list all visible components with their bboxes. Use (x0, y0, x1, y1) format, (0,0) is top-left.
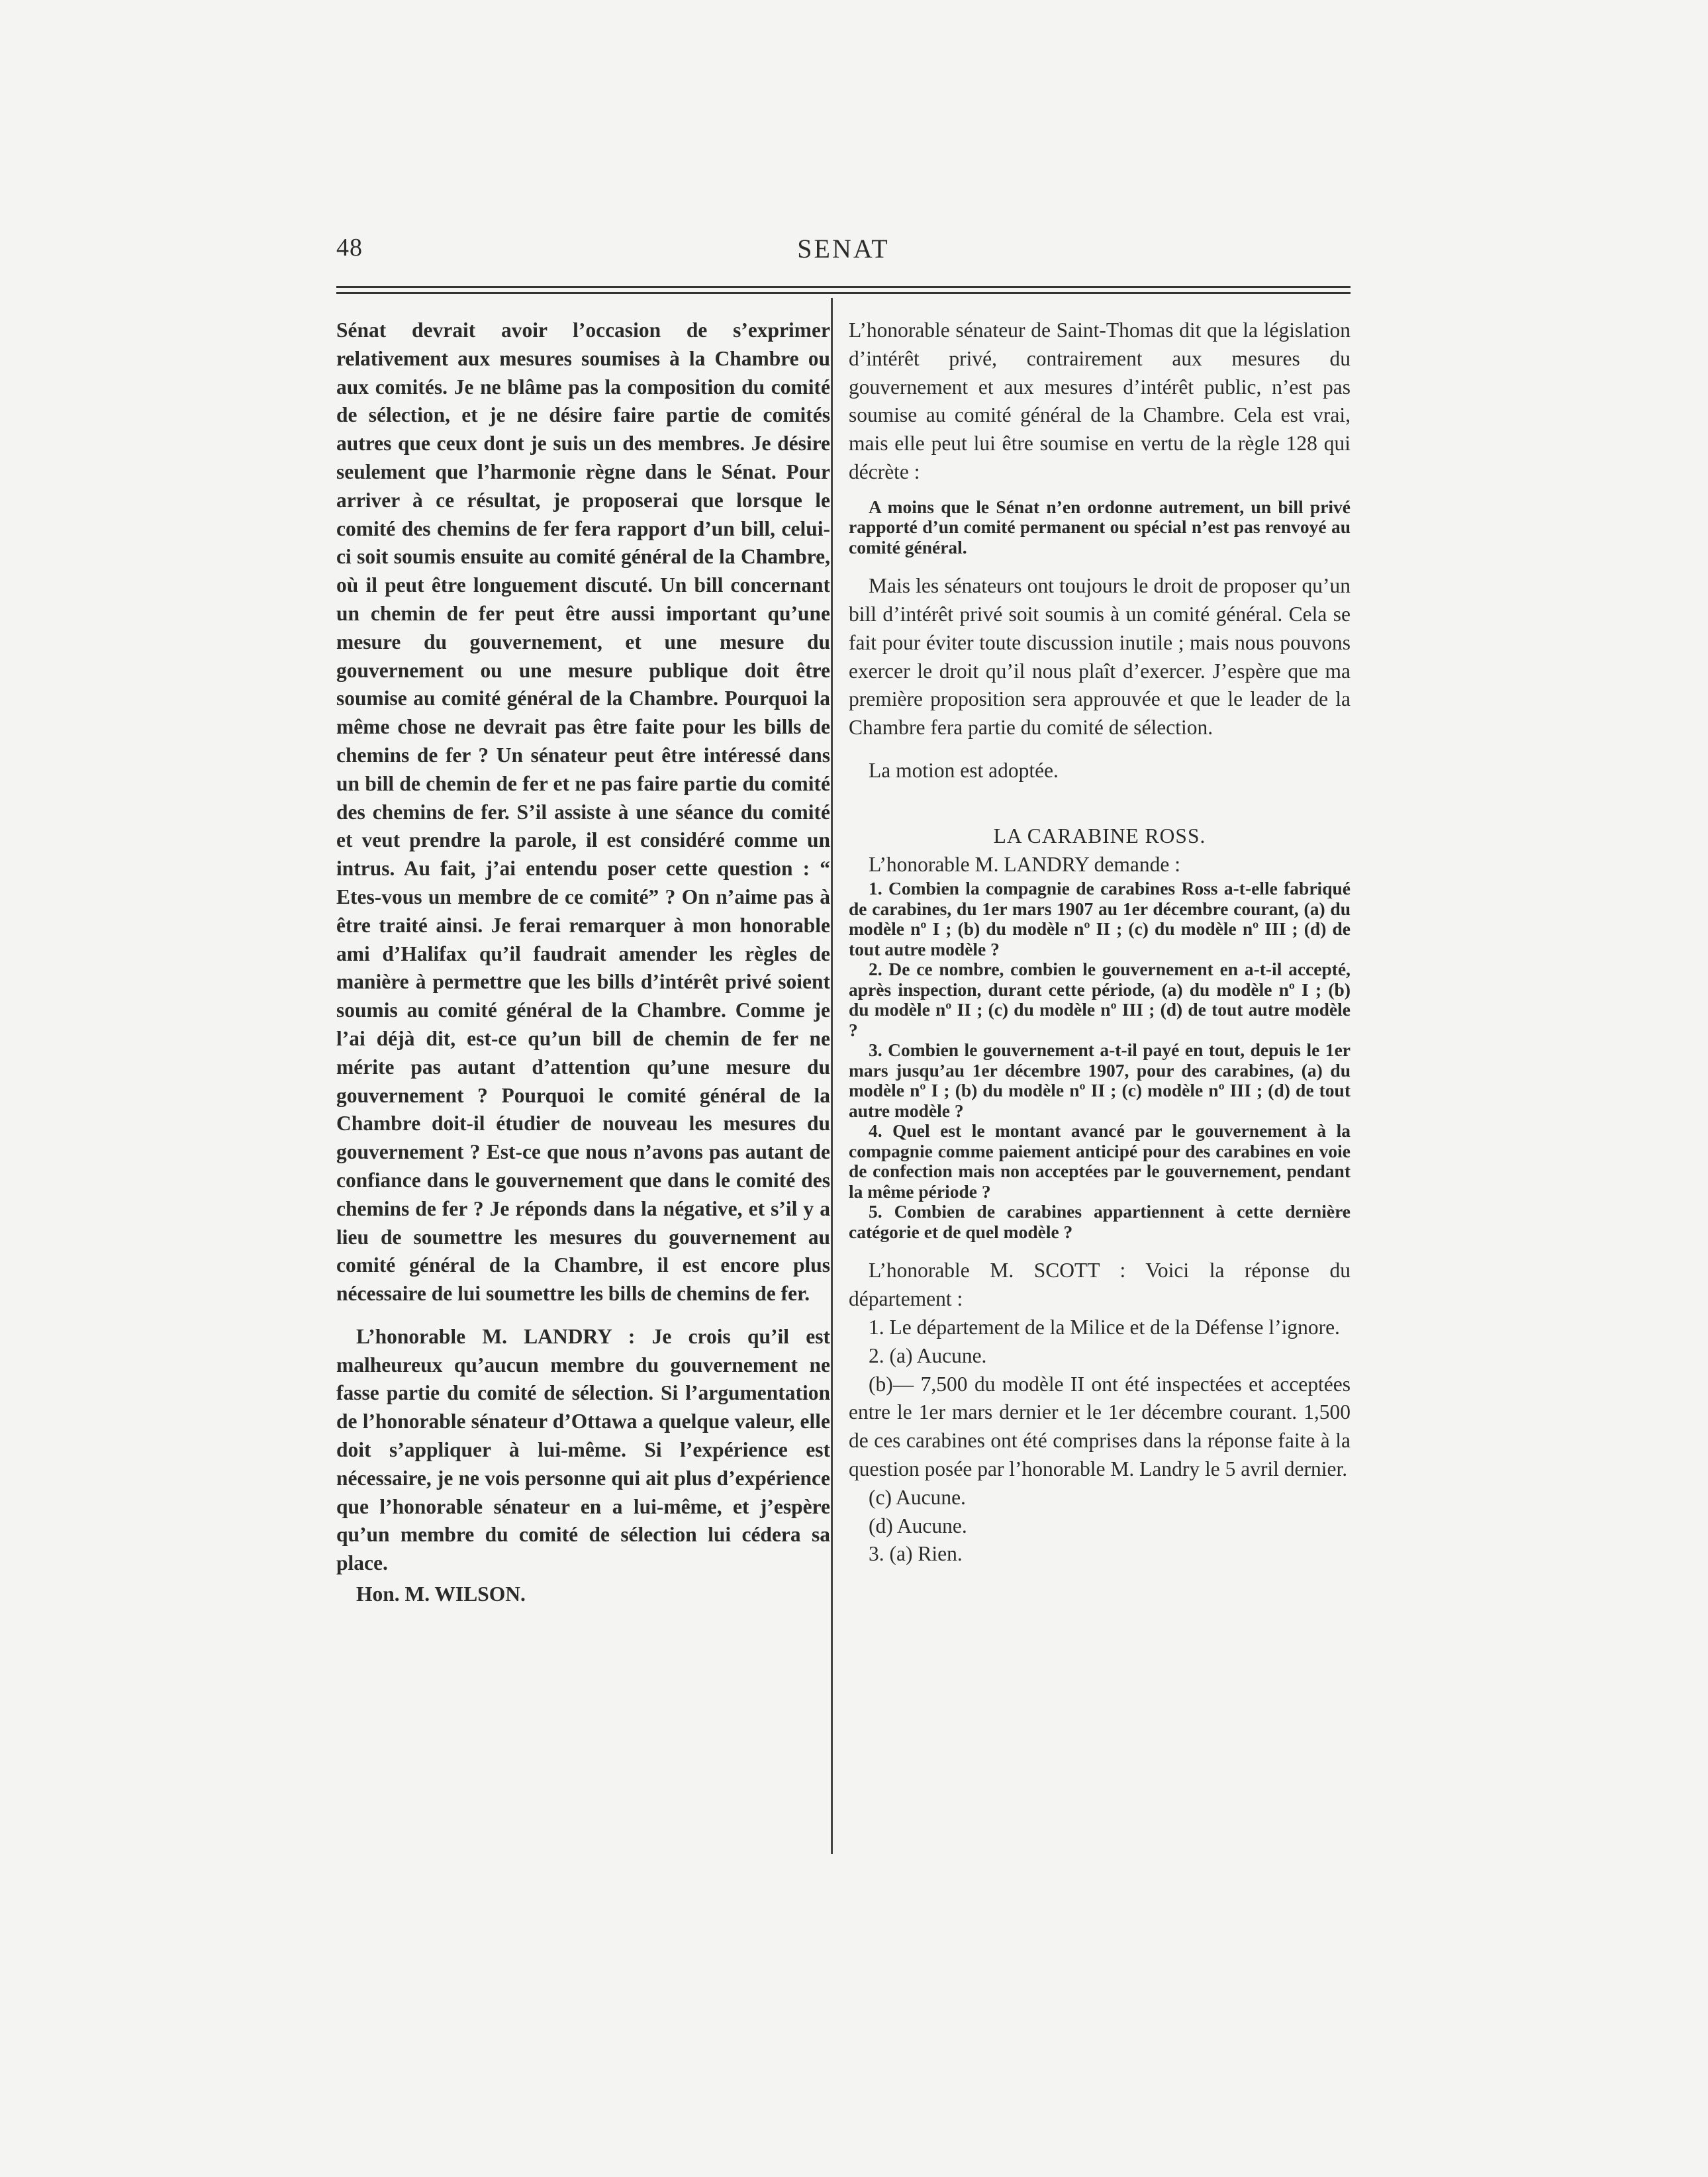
left-column (336, 316, 830, 1609)
right-column (849, 316, 1351, 1569)
running-title: SENAT (797, 234, 890, 264)
speaker-line: Hon. M. WILSON. (356, 1582, 526, 1606)
page-number: 48 (336, 234, 363, 262)
paragraph: Mais les sénateurs ont toujours le droit de proposer qu’un bill d’intérêt privé soit soumis à un comité général. Cela se fait pour éviter toute discussion inutile ; mais nous pouvons exercer le droit qu’il nous plaît d’exercer. J’espère que ma première proposition sera approuvée et que le leader de la Chambre fera partie du comité de sélection. (849, 574, 1351, 740)
motion-line: La motion est adoptée. (869, 759, 1059, 783)
answer-item: 2. (a) Aucune. (869, 1343, 987, 1367)
section-title: LA CARABINE ROSS. (993, 824, 1206, 847)
rule-quote (849, 497, 1351, 558)
question-item: 4. Quel est le montant avancé par le gouvernement à la compagnie comme paiement anticipé pour des carabines en voie de confection mais non acceptées par le gouvernement, pendant la même période ? (849, 1120, 1351, 1202)
answer-item: 3. (a) Rien. (869, 1542, 963, 1566)
question-item: 1. Combien la compagnie de carabines Ross a-t-elle fabriqué de carabines, du 1er mars 1907 au 1er décembre courant, (a) du modèle nº I ; (b) du modèle nº II ; (c) du modèle nº III ; (d) de tout autre modèle ? (849, 878, 1351, 959)
question-item: 2. De ce nombre, combien le gouvernement en a-t-il accepté, après inspection, durant cette période, (a) du modèle nº I ; (b) du modèle nº II ; (c) du modèle nº III ; (d) de tout autre modèle ? (849, 959, 1351, 1040)
page-header (336, 233, 1351, 273)
column-divider (831, 298, 833, 1854)
speaker-line: L’honorable M. LANDRY demande : (869, 852, 1180, 876)
answer-list (849, 1314, 1351, 1569)
question-item: 3. Combien le gouvernement a-t-il payé en tout, depuis le 1er mars jusqu’au 1er décembre 1907, pour des carabines, (a) du modèle nº I ; (b) du modèle nº II ; (c) modèle nº III ; (d) de tout autre modèle ? (849, 1040, 1351, 1121)
answer-item: (c) Aucune. (869, 1485, 966, 1509)
answer-item: 1. Le département de la Milice et de la Défense l’ignore. (869, 1316, 1340, 1339)
paragraph: L’honorable sénateur de Saint-Thomas dit que la législation d’intérêt privé, contrairement aux mesures du gouvernement et aux mesures d’intérêt public, n’est pas soumise au comité général de la Chambre. Cela est vrai, mais elle peut lui être soumise en vertu de la règle 128 qui décrète : (849, 318, 1351, 483)
paragraph: Sénat devrait avoir l’occasion de s’exprimer relativement aux mesures soumises à la Chambre ou aux comités. Je ne blâme pas la composition du comité de sélection, et je ne désire faire partie de comités autres que ceux dont je suis un des membres. Je désire seulement que l’harmonie règne dans le Sénat. Pour arriver à ce résultat, je proposerai que lorsque le comité des chemins de fer fera rapport d’un bill, celui-ci soit soumis ensuite au comité général de la Chambre, où il peut être longuement discuté. Un bill concernant un chemin de fer peut être aussi important qu’une mesure du gouvernement, et une mesure du gouvernement ou une mesure publique doit être soumise au comité général de la Chambre. Pourquoi la même chose ne devrait pas être faite pour les bills de chemins de fer ? Un sénateur peut être intéressé dans un bill de chemin de fer et ne pas faire partie du comité des chemins de fer. S’il assiste à une séance du comité et veut prendre la parole, il est considéré comme un intrus. Au fait, j’ai entendu poser cette question : “ Etes-vous un membre de ce comité” ? On n’aime pas à être traité ainsi. Je ferai remarquer à mon honorable ami d’Halifax qu’il faudrait amender les règles de manière à permettre que les bills d’intérêt privé soient soumis au comité général de la Chambre. Comme je l’ai déjà dit, est-ce qu’un bill de chemin de fer ne mérite pas autant d’attention qu’une mesure du gouvernement ? Pourquoi le comité général de la Chambre doit-il étudier de nouveau les mesures du gouvernement ? Est-ce que nous n’avons pas autant de confiance dans le gouvernement que dans le comité des chemins de fer ? Je réponds dans la négative, et s’il y a lieu de soumettre les mesures du gouvernement au comité général de la Chambre, il est encore plus nécessaire de lui soumettre les bills de chemins de fer. (336, 318, 830, 1306)
quoted-rule: A moins que le Sénat n’en ordonne autrement, un bill privé rapporté d’un comité permanent ou spécial n’est pas renvoyé au comité général. (849, 496, 1351, 557)
answer-item: (b)— 7,500 du modèle II ont été inspectées et acceptées entre le 1er mars dernier et le 1er décembre courant. 1,500 de ces carabines ont été comprises dans la réponse faite à la question posée par l’honorable M. Landry le 5 avril dernier. (849, 1372, 1351, 1481)
header-rule (336, 286, 1351, 297)
question-item: 5. Combien de carabines appartiennent à cette dernière catégorie et de quel modèle ? (849, 1201, 1351, 1242)
paragraph: L’honorable M. LANDRY : Je crois qu’il est malheureux qu’aucun membre du gouvernement ne fasse partie du comité de sélection. Si l’argumentation de l’honorable sénateur d’Ottawa a quelque valeur, elle doit s’appliquer à lui-même. Si l’expérience est nécessaire, je ne vois personne qui ait plus d’expérience que l’honorable sénateur en a lui-même, et j’espère qu’un membre du comité de sélection lui cédera sa place. (336, 1324, 830, 1575)
reply-intro: L’honorable M. SCOTT : Voici la réponse du département : (849, 1259, 1351, 1311)
question-list (849, 879, 1351, 1242)
answer-item: (d) Aucune. (869, 1514, 967, 1537)
